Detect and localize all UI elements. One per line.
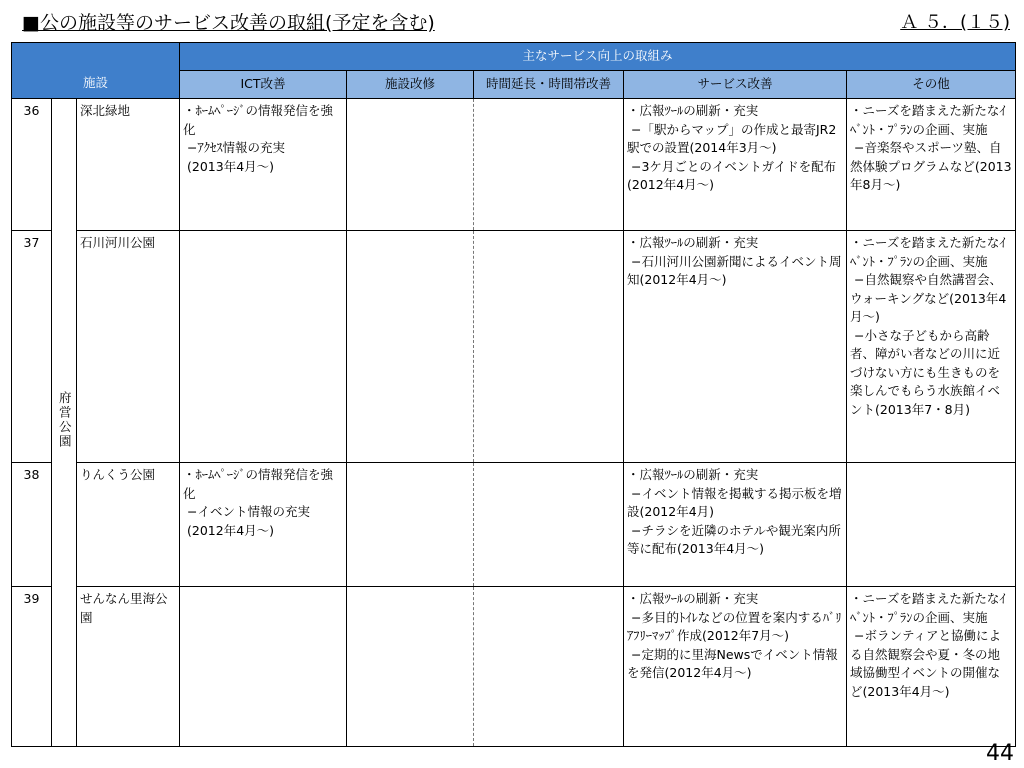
table-row — [12, 587, 1016, 747]
facility-name: 深北緑地 — [77, 99, 180, 231]
row-number: 38 — [12, 463, 52, 587]
ict-cell — [180, 231, 347, 463]
service-improvement-table — [11, 42, 1016, 747]
table-row — [12, 463, 1016, 587]
column-header-service: サービス改善 — [624, 71, 847, 99]
column-header-hours: 時間延長・時間帯改善 — [474, 71, 624, 99]
page-number: 44 — [986, 741, 1014, 766]
facility-cell — [347, 463, 474, 587]
other-cell: ・ニーズを踏まえた新たなｲﾍﾞﾝﾄ・ﾌﾟﾗﾝの企画、実施 −自然観察や自然講習会、ウォーキングなど(2013年4月～) −小さな子どもから高齢者、障がい者などの川に近づけない方にも生きものを楽しんでもらう水族館イベント(2013年7・8月) — [847, 231, 1016, 463]
service-cell: ・広報ﾂｰﾙの刷新・充実 −イベント情報を掲載する掲示板を増設(2012年4月) −チラシを近隣のホテルや観光案内所等に配布(2013年4月～) — [624, 463, 847, 587]
row-number: 37 — [12, 231, 52, 463]
row-number: 36 — [12, 99, 52, 231]
header-group: 主なサービス向上の取組み — [180, 43, 1016, 71]
page-title: ■公の施設等のサービス改善の取組(予定を含む) — [22, 12, 435, 34]
other-cell: ・ニーズを踏まえた新たなｲﾍﾞﾝﾄ・ﾌﾟﾗﾝの企画、実施 −ボランティアと協働による自然観察会や夏・冬の地域協働型イベントの開催など(2013年4月～) — [847, 587, 1016, 747]
service-cell: ・広報ﾂｰﾙの刷新・充実 −多目的ﾄｲﾚなどの位置を案内するﾊﾞﾘｱﾌﾘｰﾏｯﾌﾟ作成(2012年7月～) −定期的に里海Newsでイベント情報を発信(2012年4月～) — [624, 587, 847, 747]
table-row — [12, 99, 1016, 231]
hours-cell — [474, 587, 624, 747]
page-code: Ａ ５．(１５) — [900, 12, 1010, 33]
row-number: 39 — [12, 587, 52, 747]
facility-cell — [347, 587, 474, 747]
hours-cell — [474, 231, 624, 463]
ict-cell — [180, 587, 347, 747]
facility-cell — [347, 99, 474, 231]
other-cell — [847, 463, 1016, 587]
service-cell: ・広報ﾂｰﾙの刷新・充実 −石川河川公園新聞によるイベント周知(2012年4月～) — [624, 231, 847, 463]
ict-cell: ・ﾎｰﾑﾍﾟｰｼﾞの情報発信を強化 −ｱｸｾｽ情報の充実 (2013年4月～) — [180, 99, 347, 231]
facility-name: りんくう公園 — [77, 463, 180, 587]
column-header-facility-renovation: 施設改修 — [347, 71, 474, 99]
service-cell: ・広報ﾂｰﾙの刷新・充実 −「駅からマップ」の作成と最寄JR2駅での設置(2014年3月～) −3ケ月ごとのイベントガイドを配布(2012年4月～) — [624, 99, 847, 231]
column-header-other: その他 — [847, 71, 1016, 99]
facility-cell — [347, 231, 474, 463]
facility-name: 石川河川公園 — [77, 231, 180, 463]
table-row — [12, 231, 1016, 463]
other-cell: ・ニーズを踏まえた新たなｲﾍﾞﾝﾄ・ﾌﾟﾗﾝの企画、実施 −音楽祭やスポーツ塾、自然体験プログラムなど(2013年8月～) — [847, 99, 1016, 231]
facility-name: せんなん里海公園 — [77, 587, 180, 747]
column-header-ict: ICT改善 — [180, 71, 347, 99]
header-facility: 施設 — [12, 43, 180, 99]
category-cell — [52, 99, 77, 747]
category-label: 府営公園 — [57, 390, 73, 449]
hours-cell — [474, 463, 624, 587]
hours-cell — [474, 99, 624, 231]
ict-cell: ・ﾎｰﾑﾍﾟｰｼﾞの情報発信を強化 −イベント情報の充実 (2012年4月～) — [180, 463, 347, 587]
